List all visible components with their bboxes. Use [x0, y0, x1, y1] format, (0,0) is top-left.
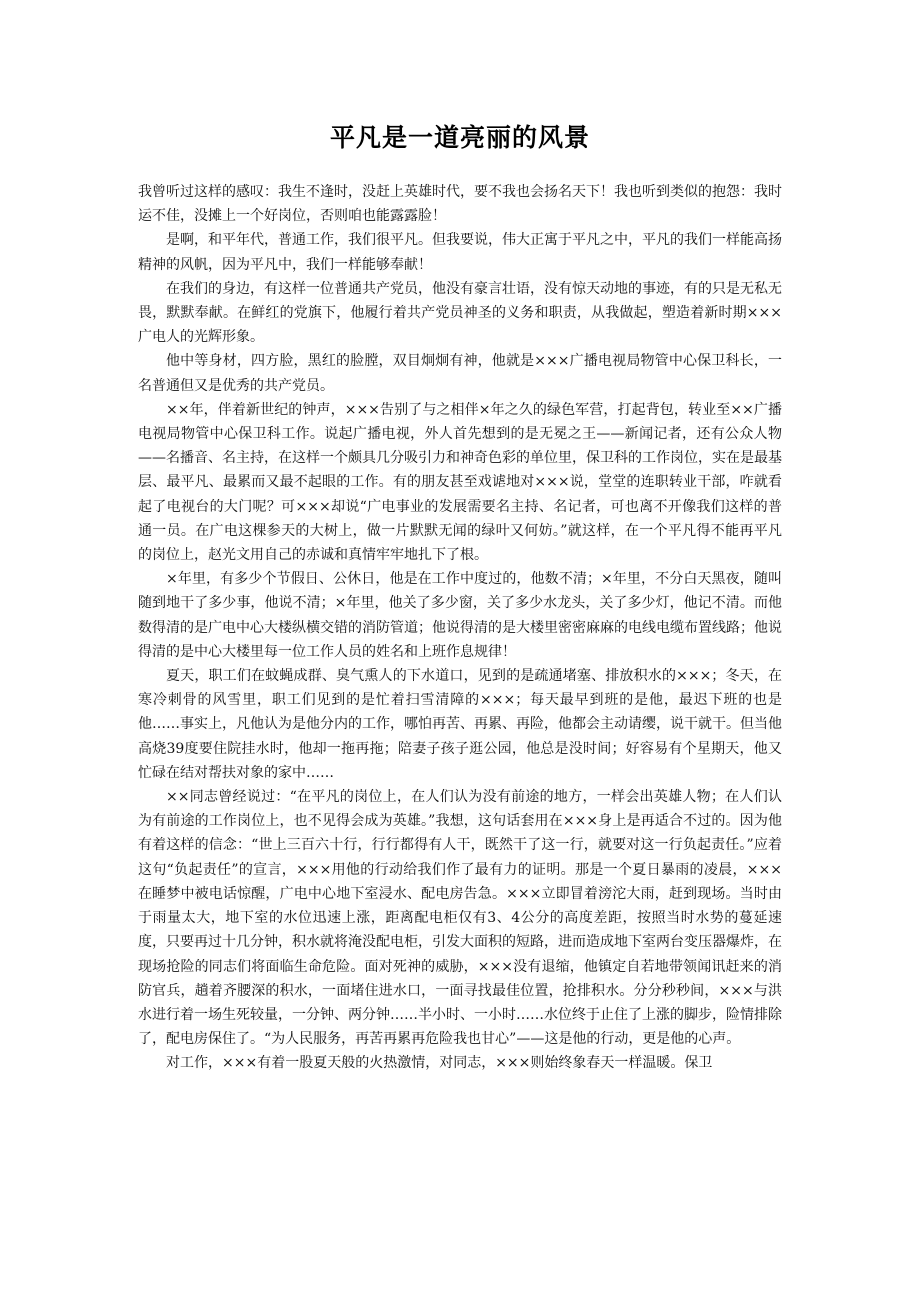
paragraph-3: 在我们的身边，有这样一位普通共产党员，他没有豪言壮语，没有惊天动地的事迹，有的只是无私无畏，默默奉献。在鲜红的党旗下，他履行着共产党员神圣的义务和职责，从我做起，塑造着新时期×××广电人的光辉形象。 [138, 280, 782, 346]
paragraph-6: ×年里，有多少个节假日、公休日，他是在工作中度过的，他数不清；×年里，不分白天黑夜，随叫随到地干了多少事，他说不清；×年里，他关了多少窗，关了多少水龙头，关了多少灯，他记不清。而他数得清的是广电中心大楼纵横交错的消防管道；他说得清的是大楼里密密麻麻的电线电缆布置线路；他说得清的是中心大楼里每一位工作人员的姓名和上班作息规律！ [138, 571, 782, 660]
paragraph-5: ××年，伴着新世纪的钟声，×××告别了与之相伴×年之久的绿色军营，打起背包，转业至××广播电视局物管中心保卫科工作。说起广播电视，外人首先想到的是无冕之王——新闻记者，还有公众人物——名播音、名主持，在这样一个颇具几分吸引力和神奇色彩的单位里，保卫科的工作岗位，实在是最基层、最平凡、最累而又最不起眼的工作。有的朋友甚至戏谑地对×××说，堂堂的连职转业干部，咋就看起了电视台的大门呢？可×××却说“广电事业的发展需要名主持、名记者，可也离不开像我们这样的普通一员。在广电这棵参天的大树上，做一片默默无闻的绿叶又何妨。”就这样，在一个平凡得不能再平凡的岗位上，赵光文用自己的赤诚和真情牢牢地扎下了根。 [138, 401, 782, 564]
paragraph-9: 对工作，×××有着一股夏天般的火热激情，对同志，×××则始终象春天一样温暖。保卫 [166, 1055, 713, 1072]
paragraph-8: ××同志曾经说过：“在平凡的岗位上，在人们认为没有前途的地方，一样会出英雄人物；在人们认为有前途的工作岗位上，也不见得会成为英雄。”我想，这句话套用在×××身上是再适合不过的。因为他有着这样的信念：“世上三百六十行，行行都得有人干，既然干了这一行，就要对这一行负起责任。”应着这句“负起责任”的宣言，×××用他的行动给我们作了最有力的证明。那是一个夏日暴雨的凌晨，×××在睡梦中被电话惊醒，广电中心地下室浸水、配电房告急。×××立即冒着滂沱大雨，赶到现场。当时由于雨量太大，地下室的水位迅速上涨，距离配电柜仅有3、4公分的高度差距，按照当时水势的蔓延速度，只要再过十几分钟，积水就将淹没配电柜，引发大面积的短路，进而造成地下室两台变压器爆炸，在现场抢险的同志们将面临生命危险。面对死神的威胁，×××没有退缩，他镇定自若地带领闻讯赶来的消防官兵，趟着齐腰深的积水，一面堵住进水口，一面寻找最佳位置，抢排积水。分分秒秒间，×××与洪水进行着一场生死较量，一分钟、两分钟……半小时、一小时……水位终于止住了上涨的脚步，险情排除了，配电房保住了。“为人民服务，再苦再累再危险我也甘心”——这是他的行动，更是他的心声。 [138, 789, 782, 1048]
paragraph-4: 他中等身材，四方脸，黑红的脸膛，双目炯炯有神，他就是×××广播电视局物管中心保卫科长，一名普通但又是优秀的共产党员。 [138, 353, 782, 394]
paragraph-2: 是啊，和平年代，普通工作，我们很平凡。但我要说，伟大正寓于平凡之中，平凡的我们一样能高扬精神的风帆，因为平凡中，我们一样能够奉献！ [138, 232, 782, 273]
document-title: 平凡是一道亮丽的风景 [329, 123, 590, 152]
paragraph-1: 我曾听过这样的感叹：我生不逢时，没赶上英雄时代，要不我也会扬名天下！我也听到类似的抱怨：我时运不佳，没摊上一个好岗位，否则咱也能露露脸！ [138, 184, 782, 225]
paragraph-7: 夏天，职工们在蚊蝇成群、臭气熏人的下水道口，见到的是疏通堵塞、排放积水的×××；冬天，在寒冷刺骨的风雪里，职工们见到的是忙着扫雪清障的×××；每天最早到班的是他，最迟下班的也是他……事实上，凡他认为是他分内的工作，哪怕再苦、再累、再险，他都会主动请缨，说干就干。但当他高烧39度要住院挂水时，他却一拖再拖；陪妻子孩子逛公园，他总是没时间；好容易有个星期天，他又忙碌在结对帮扶对象的家中…… [138, 668, 782, 781]
document-body [138, 180, 782, 1076]
